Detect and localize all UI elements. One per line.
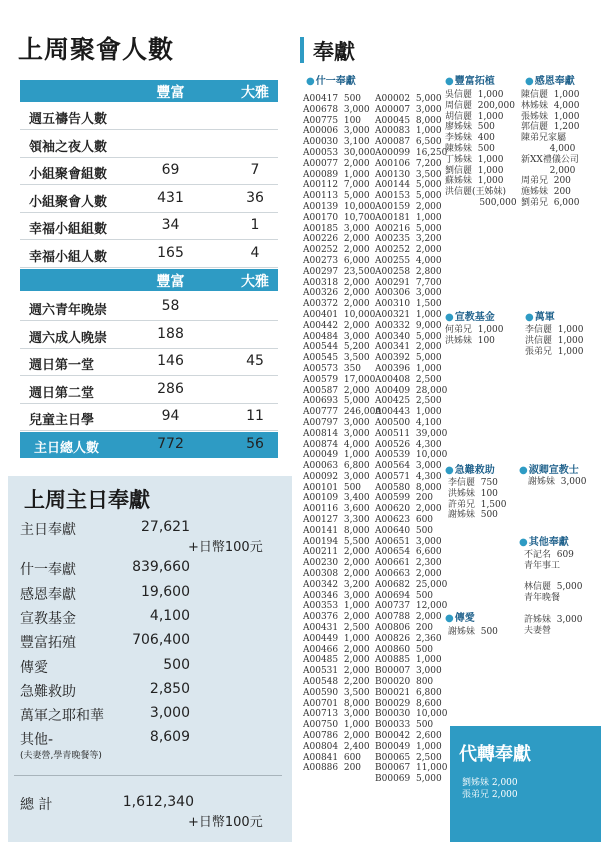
offering-entry: A00573 350: [303, 363, 362, 374]
offering-entry: A00701 8,000: [303, 698, 370, 709]
offering-entry: A00531 2,000: [303, 666, 370, 677]
offering-entry: 陳信麗 1,000: [521, 90, 580, 100]
offering-entry: A00297 23,500: [303, 266, 376, 277]
section-heading-mission: [445, 308, 495, 323]
fengfu-list: [445, 90, 517, 209]
bullet-icon: ●: [445, 76, 454, 87]
offering-entry: A00101 500: [303, 482, 362, 493]
offering-entry: A00089 1,000: [303, 169, 370, 180]
offering-entry: 夫妻營: [524, 625, 552, 636]
offering-entry: A00194 5,500: [303, 536, 370, 547]
attendance-row: [20, 377, 278, 404]
offering-entry: 謝姊妹 500: [448, 510, 498, 521]
offering-entry: A00409 28,000: [375, 385, 448, 396]
bullet-icon: ●: [519, 537, 528, 548]
column-header-daya: 大雅: [241, 274, 269, 290]
offering-entry: 500,000: [445, 197, 517, 208]
offering-entry: A00030 3,100: [303, 137, 370, 148]
bullet-icon: ●: [306, 76, 315, 87]
section-heading-text: 豐富拓植: [454, 76, 495, 87]
offering-item-label: 宣教基金: [20, 611, 76, 627]
offering-entry: A00682 25,000: [375, 579, 448, 590]
attendance-row-label: 週五禱告人數: [29, 112, 108, 127]
offering-entry: A00786 2,000: [303, 731, 370, 742]
offering-entry: A00564 3,000: [375, 461, 442, 472]
offering-entry: 青年事工: [524, 560, 561, 571]
offering-entry: A00049 1,000: [303, 450, 370, 461]
section-heading-other: [519, 533, 569, 548]
offering-entry: 周信麗 200,000: [445, 100, 515, 111]
offering-entry: A00273 6,000: [303, 255, 370, 266]
offering-entry: A00587 2,000: [303, 385, 370, 396]
offering-entry: A00139 10,000: [303, 201, 376, 212]
attendance-row: [20, 404, 278, 431]
offering-entry: 劉弟兄 6,000: [521, 197, 580, 208]
section-heading-love: [445, 609, 475, 624]
offering-entry: A00590 3,500: [303, 687, 370, 698]
attendance-row-label: 幸福小組組數: [29, 222, 108, 237]
section-heading-text: 傳愛: [454, 613, 475, 624]
offering-entry: A00663 2,000: [375, 569, 442, 580]
offering-entry: A00170 10,700: [303, 212, 376, 223]
offering-item-label: 豐富拓殖: [20, 635, 76, 651]
offering-entry: A00579 17,000: [303, 374, 376, 385]
offering-item-amount: 4,100: [149, 608, 190, 624]
offering-entry: A00372 2,000: [303, 299, 370, 310]
offering-entry: A00109 3,400: [303, 493, 370, 504]
offering-entry: 李信麗 1,000: [525, 325, 584, 335]
attendance-value-fengfu: 146: [157, 353, 184, 369]
column-header-fengfu: 豐富: [156, 85, 185, 101]
offering-entry: A00083 1,000: [375, 126, 442, 137]
section-heading-fengfu: [445, 72, 495, 87]
offering-entry: A00216 5,000: [375, 223, 442, 234]
offering-entry: A00181 1,000: [375, 212, 442, 223]
offering-item-amount: 27,621: [141, 519, 190, 535]
offering-entry: A00449 1,000: [303, 633, 370, 644]
attendance-row: [20, 131, 278, 158]
offerings-title-accent: [300, 37, 304, 63]
attendance-row: [20, 294, 278, 321]
offering-summary-divider: [14, 775, 282, 776]
offering-entry: A00806 200: [375, 623, 434, 634]
bullet-icon: ●: [445, 613, 454, 624]
attendance-row-label: 小組聚會人數: [29, 194, 108, 210]
transfer-offering-entry: 張弟兄 2,000: [462, 790, 518, 800]
offering-entry: 蘇姊妹 1,000: [445, 176, 504, 187]
section-heading-text: 宣教基金: [454, 312, 495, 323]
offering-entry: 不記名 609: [524, 550, 574, 560]
offering-entry: 洪姊妹 100: [448, 488, 498, 499]
attendance-value-fengfu: 772: [157, 435, 184, 452]
offering-entry: A00159 2,000: [375, 201, 442, 212]
offering-entry: A00814 3,000: [303, 428, 370, 439]
offering-entry: A00694 500: [375, 590, 434, 601]
offering-entry: A00063 6,800: [303, 461, 370, 472]
offering-entry: A00485 2,000: [303, 655, 370, 666]
offering-item-label: 其他-: [20, 732, 54, 748]
offering-entry: A00580 8,000: [375, 482, 442, 493]
attendance-row-label: 週六成人晚崇: [29, 330, 108, 346]
attendance-value-daya: 36: [246, 189, 264, 206]
offering-entry: 陳姊妹 500: [445, 143, 495, 154]
offering-item-label: 萬軍之耶和華: [20, 708, 104, 724]
offering-entry: A00775 100: [303, 115, 362, 126]
attendance-table1-header: [20, 80, 278, 102]
offering-entry: A00002 5,000: [375, 94, 442, 104]
section-heading-text: 其他奉獻: [528, 537, 569, 548]
other-list: [524, 550, 583, 636]
bullet-icon: ●: [525, 76, 534, 87]
bullet-icon: ●: [445, 465, 454, 476]
offering-entry: A00087 6,500: [375, 137, 442, 148]
offering-item-amount: 839,660: [132, 559, 190, 575]
offering-entry: A00788 2,000: [375, 612, 442, 623]
offering-entry: 丁姊妹 1,000: [445, 154, 504, 165]
offering-entry: B00067 11,000: [375, 763, 448, 774]
offering-item-amount: 3,000: [149, 705, 190, 721]
offering-entry: 2,000: [521, 165, 576, 176]
offering-entry: 周弟兄 200: [521, 176, 571, 187]
section-heading-army: [525, 308, 555, 323]
offering-entry: A00308 2,000: [303, 569, 370, 580]
offering-entry: A00116 3,600: [303, 504, 370, 515]
offering-entry: A00874 4,000: [303, 439, 370, 450]
attendance-value-fengfu: 188: [157, 325, 184, 342]
offering-entry: 林姊妹 4,000: [521, 100, 580, 111]
offering-entry: A00737 12,000: [375, 601, 448, 612]
offering-entry: A00318 2,000: [303, 277, 370, 288]
tithe-column-b: [375, 94, 447, 785]
thanks-list: [521, 90, 580, 209]
offering-entry: A00620 2,000: [375, 504, 442, 515]
offering-entry: 新XX禮儀公司: [521, 154, 579, 165]
army-list: [525, 325, 584, 357]
offerings-title: 奉獻: [313, 40, 355, 64]
offering-entry: A00211 2,000: [303, 547, 370, 558]
offering-entry: 胡信麗 1,000: [445, 111, 504, 122]
attendance-value-daya: 56: [246, 435, 264, 452]
offering-entry: 李姊妹 400: [445, 133, 495, 144]
offering-entry: A00466 2,000: [303, 644, 370, 655]
attendance-value-fengfu: 431: [157, 189, 184, 206]
offering-entry: A00099 16,250: [375, 147, 448, 158]
offering-entry: A00408 2,500: [375, 374, 442, 385]
offering-entry: 施姊妹 200: [521, 187, 571, 198]
offering-entry: A00321 1,000: [375, 309, 442, 320]
offering-item-label: 感恩奉獻: [20, 587, 76, 603]
offering-entry: 李信麗 750: [448, 478, 498, 488]
offering-entry: A00484 3,000: [303, 331, 370, 342]
offering-entry: A00442 2,000: [303, 320, 370, 331]
love-list: [448, 627, 498, 638]
offering-item-amount: 8,609: [149, 729, 190, 745]
offering-entry: A00332 9,000: [375, 320, 442, 331]
attendance-row-label: 兒童主日學: [29, 413, 95, 428]
attendance-row-label: 幸福小組人數: [29, 249, 108, 265]
offering-entry: B00007 3,000: [375, 666, 442, 677]
offering-entry: A00310 1,500: [375, 299, 442, 310]
offering-entry: A00571 4,300: [375, 471, 442, 482]
section-heading-text: 萬軍: [534, 312, 555, 323]
offering-entry: A00053 30,000: [303, 147, 376, 158]
offering-entry: A00141 8,000: [303, 525, 370, 536]
offering-item-label: 主日奉獻: [20, 522, 76, 538]
attendance-value-daya: 4: [250, 244, 260, 261]
offering-entry: A00127 3,300: [303, 515, 370, 526]
offering-entry: A00804 2,400: [303, 741, 370, 752]
offering-entry: 洪姊妹 100: [445, 335, 495, 346]
offering-item-label: 什一奉獻: [20, 562, 76, 578]
attendance-value-fengfu: 165: [157, 244, 184, 261]
column-header-daya: 大雅: [241, 85, 269, 101]
offering-entry: A00291 7,700: [375, 277, 442, 288]
offering-entry: A00092 3,000: [303, 471, 370, 482]
attendance-row: [20, 213, 278, 240]
attendance-value-daya: 11: [246, 408, 264, 424]
offering-entry: A00678 3,000: [303, 104, 370, 115]
attendance-row-label: 週六青年晚崇: [29, 303, 108, 318]
offering-entry: A00777 246,000: [303, 407, 382, 418]
offering-entry: A00077 2,000: [303, 158, 370, 169]
offering-entry: A00112 7,000: [303, 180, 370, 191]
offering-entry: A00860 500: [375, 644, 434, 655]
offering-entry: A00376 2,000: [303, 612, 370, 623]
transfer-offering-entry: 劉姊妹 2,000: [462, 778, 518, 788]
offering-entry: A00340 5,000: [375, 331, 442, 342]
offering-entry: A00885 1,000: [375, 655, 442, 666]
offering-entry: A00500 4,100: [375, 417, 442, 428]
offering-entry: A00841 600: [303, 752, 362, 763]
attendance-row: [20, 349, 278, 376]
offering-item-amount: 500: [163, 657, 190, 673]
offering-entry: 張弟兄 1,000: [525, 346, 584, 357]
attendance-value-fengfu: 58: [161, 298, 180, 314]
section-heading-text: 什一奉獻: [315, 76, 356, 87]
offering-entry: A00342 3,200: [303, 579, 370, 590]
offering-item-extra: +日幣100元: [188, 540, 263, 555]
offering-summary-title: 上周主日奉獻: [24, 488, 150, 512]
offering-entry: A00306 3,000: [375, 288, 442, 299]
attendance-value-fengfu: 34: [161, 217, 180, 233]
offering-entry: A00258 2,800: [375, 266, 442, 277]
offering-entry: 謝姊妹 500: [448, 627, 498, 637]
offering-entry: A00230 2,000: [303, 558, 370, 569]
section-heading-emergency: [445, 461, 495, 476]
attendance-row-label: 小組聚會組數: [29, 167, 108, 182]
section-heading-missionary: [519, 461, 579, 476]
offering-entry: A00341 2,000: [375, 342, 442, 353]
offering-entry: 4,000: [521, 143, 576, 154]
offering-entry: 許弟兄 1,500: [448, 499, 507, 510]
offering-entry: 陳弟兄家屬: [521, 133, 567, 144]
emergency-list: [448, 478, 507, 521]
offering-entry: B00029 8,600: [375, 698, 442, 709]
offering-total-amount: 1,612,340: [122, 794, 194, 810]
attendance-row: [20, 241, 278, 268]
offering-entry: A00425 2,500: [375, 396, 442, 407]
bullet-icon: ●: [525, 312, 534, 323]
offering-total-label: 總 計: [20, 797, 53, 813]
offering-entry: A00392 5,000: [375, 353, 442, 364]
offering-entry: A00750 1,000: [303, 720, 370, 731]
offering-entry: A00599 200: [375, 493, 434, 504]
attendance-row: [20, 322, 278, 349]
offering-entry: 洪信麗(王姊妹): [445, 187, 507, 198]
offering-entry: 青年晚餐: [524, 593, 561, 604]
offering-entry: A00826 2,360: [375, 633, 442, 644]
tithe-column-a: [303, 94, 381, 774]
offering-entry: A00886 200: [303, 763, 362, 774]
offering-entry: A00511 39,000: [375, 428, 448, 439]
offering-entry: 郭信麗 1,200: [521, 122, 580, 133]
offering-item-amount: 19,600: [141, 584, 190, 600]
offering-entry: A00396 1,000: [375, 363, 442, 374]
column-header-fengfu: 豐富: [156, 274, 185, 290]
offering-entry: A00797 3,000: [303, 417, 370, 428]
offering-entry: A00713 3,000: [303, 709, 370, 720]
attendance-value-fengfu: 94: [161, 408, 180, 424]
offering-entry: [524, 572, 583, 583]
offering-entry: B00049 1,000: [375, 741, 442, 752]
offering-entry: A00654 6,600: [375, 547, 442, 558]
offering-entry: A00235 3,200: [375, 234, 442, 245]
offering-entry: 謝姊妹 3,000: [528, 477, 587, 487]
offering-entry: A00431 2,500: [303, 623, 370, 634]
offering-entry: A00185 3,000: [303, 223, 370, 234]
section-heading-text: 急難救助: [454, 465, 495, 476]
offering-entry: A00153 5,000: [375, 191, 442, 202]
offering-entry: A00346 3,000: [303, 590, 370, 601]
attendance-value-fengfu: 69: [161, 162, 180, 178]
attendance-table2-header: [20, 269, 278, 291]
offering-entry: A00252 2,000: [303, 245, 370, 256]
attendance-title: 上周聚會人數: [18, 35, 175, 64]
offering-entry: A00255 4,000: [375, 255, 442, 266]
offering-entry: 吳信麗 1,000: [445, 90, 504, 100]
offering-item-amount: 706,400: [132, 632, 190, 648]
offering-entry: A00623 600: [375, 515, 434, 526]
offering-entry: 劉信麗 1,000: [445, 165, 504, 176]
attendance-row-label: 領袖之夜人數: [29, 139, 108, 155]
transfer-offering-title: 代轉奉獻: [459, 744, 531, 765]
offering-entry: A00113 5,000: [303, 191, 370, 202]
attendance-value-daya: 1: [250, 217, 260, 233]
attendance-row: [20, 186, 278, 213]
offering-entry: A00252 2,000: [375, 245, 442, 256]
offering-entry: B00030 10,000: [375, 709, 448, 720]
offering-entry: A00544 5,200: [303, 342, 370, 353]
bullet-icon: ●: [445, 312, 454, 323]
offering-entry: A00226 2,000: [303, 234, 370, 245]
mission-list: [445, 325, 504, 347]
offering-entry: A00144 5,000: [375, 180, 442, 191]
offering-item-label: 傳愛: [20, 660, 48, 676]
offering-entry: A00045 8,000: [375, 115, 442, 126]
offering-entry: 林信麗 5,000: [524, 582, 583, 593]
offering-entry: B00033 500: [375, 720, 434, 731]
missionary-list: [528, 477, 587, 488]
offering-entry: 廖姊妹 500: [445, 122, 495, 133]
offering-entry: 許姊妹 3,000: [524, 614, 583, 625]
offering-entry: A00443 1,000: [375, 407, 442, 418]
attendance-row-label: 週日第一堂: [29, 358, 95, 373]
offering-entry: A00539 10,000: [375, 450, 448, 461]
attendance-row-label: 週日第二堂: [29, 385, 95, 401]
offering-item-amount: 2,850: [149, 681, 190, 697]
offering-entry: B00020 800: [375, 677, 434, 688]
offering-entry: A00651 3,000: [375, 536, 442, 547]
offering-entry: A00693 5,000: [303, 396, 370, 407]
offering-entry: A00006 3,000: [303, 126, 370, 137]
offering-entry: A00526 4,300: [375, 439, 442, 450]
section-heading-text: 淑卿宣教士: [528, 465, 579, 476]
offering-entry: B00065 2,500: [375, 752, 442, 763]
offering-entry: B00069 5,000: [375, 774, 442, 785]
offering-entry: 洪信麗 1,000: [525, 335, 584, 346]
offering-entry: A00401 10,000: [303, 309, 376, 320]
offering-entry: A00640 500: [375, 525, 434, 536]
attendance-value-daya: 45: [246, 353, 264, 369]
offering-item-note: (夫妻營,學青晚餐等): [20, 751, 102, 761]
offering-entry: 何弟兄 1,000: [445, 325, 504, 335]
attendance-row: [20, 158, 278, 185]
attendance-row-label: 主日總人數: [34, 440, 100, 456]
offering-entry: A00106 7,200: [375, 158, 442, 169]
offering-entry: 張姊妹 1,000: [521, 111, 580, 122]
bullet-icon: ●: [519, 465, 528, 476]
offering-entry: A00353 1,000: [303, 601, 370, 612]
section-heading-tithe: [306, 72, 356, 87]
attendance-value-daya: 7: [250, 162, 260, 178]
offering-entry: A00130 3,500: [375, 169, 442, 180]
section-heading-text: 感恩奉獻: [534, 76, 575, 87]
offering-entry: A00548 2,200: [303, 677, 370, 688]
offering-entry: A00417 500: [303, 94, 362, 104]
section-heading-thanks: [525, 72, 575, 87]
attendance-row: [20, 432, 278, 458]
offering-entry: A00661 2,300: [375, 558, 442, 569]
offering-entry: B00042 2,600: [375, 731, 442, 742]
offering-total-extra: +日幣100元: [188, 815, 263, 830]
offering-entry: A00007 3,000: [375, 104, 442, 115]
attendance-row: [20, 103, 278, 130]
offering-entry: B00021 6,800: [375, 687, 442, 698]
offering-entry: [524, 604, 583, 615]
offering-entry: A00326 2,000: [303, 288, 370, 299]
attendance-value-fengfu: 286: [157, 380, 184, 397]
offering-entry: A00545 3,500: [303, 353, 370, 364]
offering-item-label: 急難救助: [20, 684, 76, 700]
